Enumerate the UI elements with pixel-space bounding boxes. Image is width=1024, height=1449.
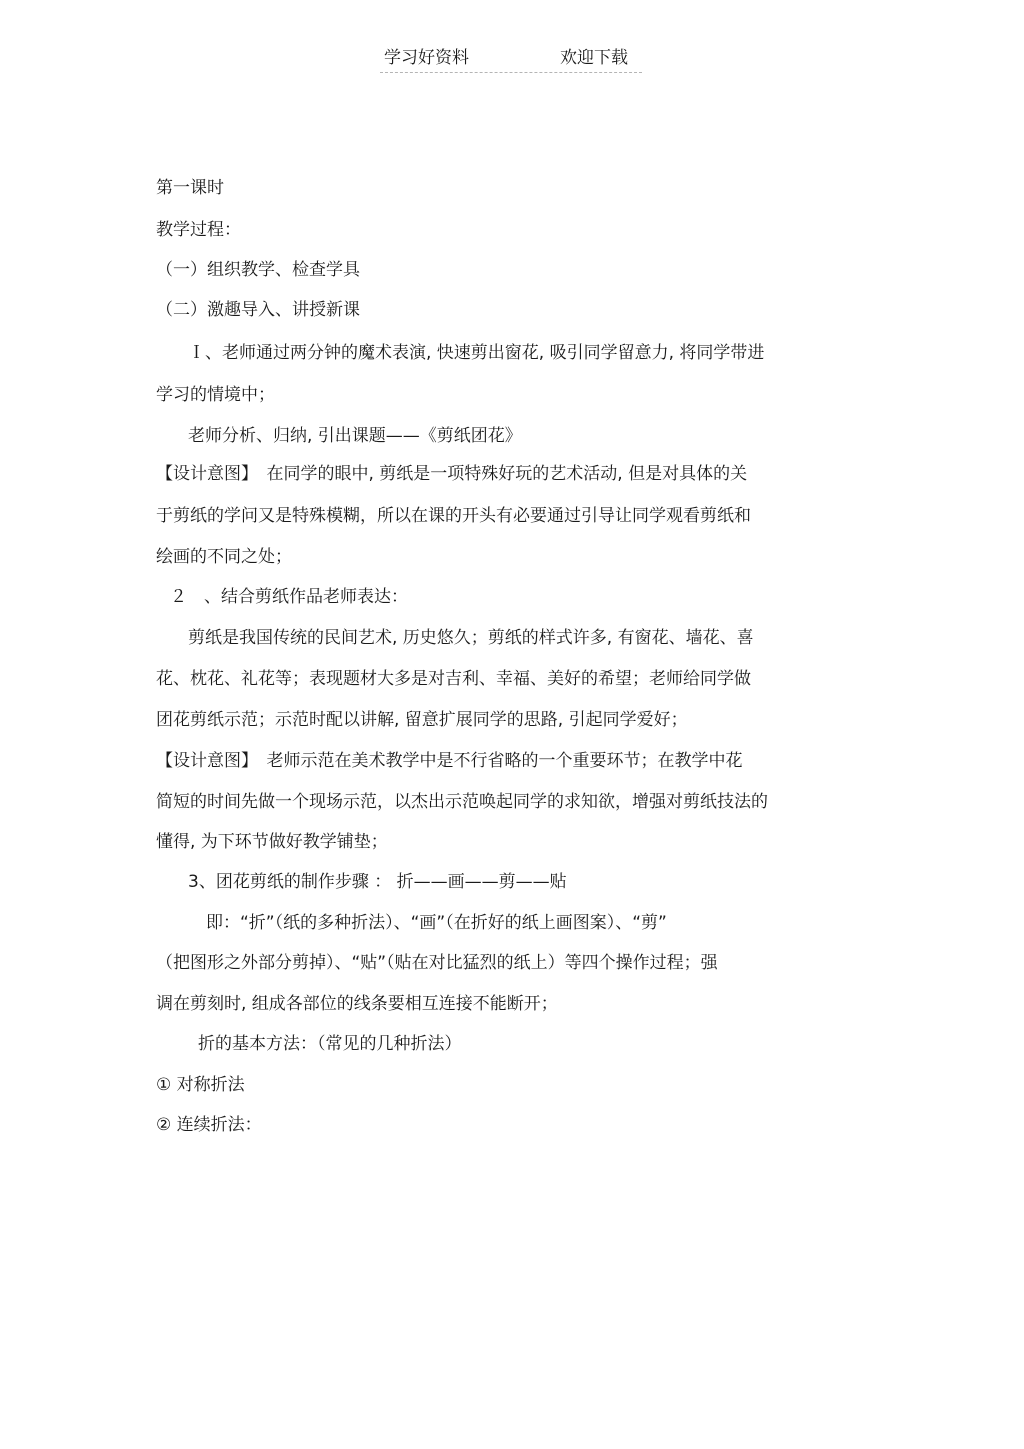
subheading-fold-methods: 折的基本方法：（常见的几种折法） (198, 1034, 462, 1054)
section-heading: 教学过程： (156, 220, 241, 240)
numbered-item-three: 3、团花剪纸的制作步骤 ： 折——画——剪——贴 (188, 872, 567, 892)
paragraph-line: 绘画的不同之处； (156, 547, 292, 567)
paragraph-line: 花、枕花、礼花等；表现题材大多是对吉利、幸福、美好的希望；老师给同学做 (156, 669, 751, 689)
lesson-title: 第一课时 (156, 178, 224, 198)
design-intent-line: 【设计意图】 老师示范在美术教学中是不行省略的一个重要环节；在教学中花 (156, 751, 743, 771)
paragraph-line: 于剪纸的学问又是特殊模糊，所以在课的开头有必要通过引导让同学观看剪纸和 (156, 506, 751, 526)
paragraph-line: 团花剪纸示范；示范时配以讲解, 留意扩展同学的思路, 引起同学爱好； (156, 710, 688, 730)
paragraph-line: 剪纸是我国传统的民间艺术, 历史悠久；剪纸的样式许多, 有窗花、墙花、喜 (188, 628, 754, 648)
header-left-text: 学习好资料 (384, 48, 469, 68)
step-two-heading: （二）激趣导入、讲授新课 (156, 300, 360, 320)
paragraph-line: 老师分析、归纳, 引出课题——《剪纸团花》 (188, 426, 522, 446)
paragraph-line: 懂得, 为下环节做好教学铺垫； (156, 832, 388, 852)
list-item: ① 对称折法 (156, 1075, 245, 1095)
paragraph-line: （把图形之外部分剪掉）、“贴”（贴在对比猛烈的纸上）等四个操作过程；强 (156, 953, 718, 973)
paragraph-line: 简短的时间先做一个现场示范，以杰出示范唤起同学的求知欲，增强对剪纸技法的 (156, 792, 768, 812)
list-item: ② 连续折法： (156, 1115, 262, 1135)
design-intent-line: 【设计意图】 在同学的眼中, 剪纸是一项特殊好玩的艺术活动, 但是对具体的关 (156, 464, 748, 484)
step-one-heading: （一）组织教学、检查学具 (156, 260, 360, 280)
paragraph-line: Ｉ、老师通过两分钟的魔术表演, 快速剪出窗花, 吸引同学留意力, 将同学带进 (188, 343, 765, 363)
paragraph-line: 即：“折”（纸的多种折法）、“画”（在折好的纸上画图案）、“剪” (206, 913, 667, 933)
paragraph-line: 学习的情境中； (156, 385, 275, 405)
numbered-item-two: ２ 、结合剪纸作品老师表达： (170, 587, 408, 607)
paragraph-line: 调在剪刻时, 组成各部位的线条要相互连接不能断开； (156, 994, 558, 1014)
header-right-text: 欢迎下载 (560, 48, 628, 68)
